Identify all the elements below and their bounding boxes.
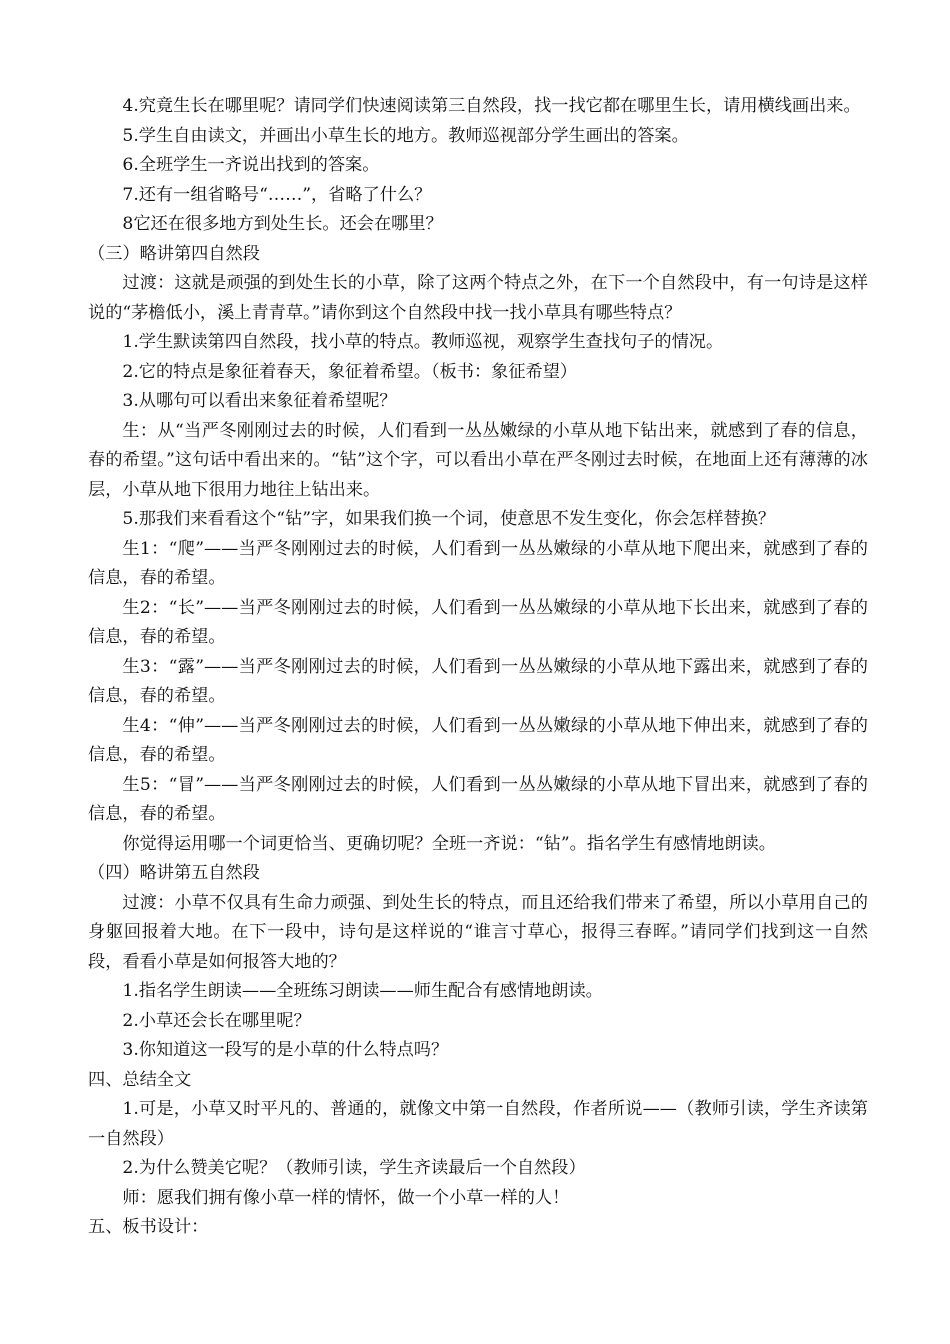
paragraph-s4-step3: 3.你知道这一段写的是小草的什么特点吗？ xyxy=(122,1040,449,1060)
section-heading-board-design: 五、板书设计： xyxy=(88,1217,209,1237)
paragraph-student-5: 生5：“冒”——当严冬刚刚过去的时候，人们看到一丛丛嫩绿的小草从地下冒出来，就感到了春的信息，春的希望。 xyxy=(88,774,868,824)
paragraph-step8: 8它还在很多地方到处生长。还会在哪里？ xyxy=(122,214,443,234)
section-heading-4: （四）略讲第五自然段 xyxy=(88,863,260,883)
paragraph-transition-4: 过渡：小草不仅具有生命力顽强、到处生长的特点，而且还给我们带来了希望，所以小草用自己的身躯回报着大地。在下一段中，诗句是这样说的“谁言寸草心，报得三春晖。”请同学们找到这一自然段，看看小草是如何报答大地的？ xyxy=(88,892,868,972)
paragraph-summary-2: 2.为什么赞美它呢？（教师引读，学生齐读最后一个自然段） xyxy=(122,1158,586,1178)
paragraph-s3-step2: 2.它的特点是象征着春天，象征着希望。（板书：象征希望） xyxy=(122,361,578,382)
paragraph-teacher-closing: 师：愿我们拥有像小草一样的情怀，做一个小草一样的人！ xyxy=(122,1187,570,1208)
paragraph-s3-step5: 5.那我们来看看这个“钻”字，如果我们换一个词，使意思不发生变化，你会怎样替换？ xyxy=(122,509,776,529)
paragraph-step5: 5.学生自由读文，并画出小草生长的地方。教师巡视部分学生画出的答案。 xyxy=(122,125,689,146)
paragraph-s3-step1: 1.学生默读第四自然段，找小草的特点。教师巡视，观察学生查找句子的情况。 xyxy=(122,332,724,352)
document-page xyxy=(88,92,868,1243)
paragraph-student-1: 生1：“爬”——当严冬刚刚过去的时候，人们看到一丛丛嫩绿的小草从地下爬出来，就感到了春的信息，春的希望。 xyxy=(88,538,868,588)
section-heading-summary: 四、总结全文 xyxy=(88,1069,192,1090)
paragraph-student-4: 生4：“伸”——当严冬刚刚过去的时候，人们看到一丛丛嫩绿的小草从地下伸出来，就感到了春的信息，春的希望。 xyxy=(88,715,868,765)
section-heading-3: （三）略讲第四自然段 xyxy=(88,243,260,264)
paragraph-s3-step3: 3.从哪句可以看出来象征着希望呢？ xyxy=(122,391,397,411)
paragraph-transition-3: 过渡：这就是顽强的到处生长的小草，除了这两个特点之外，在下一个自然段中，有一句诗是这样说的“茅檐低小，溪上青青草。”请你到这个自然段中找一找小草具有哪些特点？ xyxy=(88,273,868,323)
paragraph-student-answer: 生：从“当严冬刚刚过去的时候，人们看到一丛丛嫩绿的小草从地下钻出来，就感到了春的信息，春的希望。”这句话中看出来的。“钻”这个字，可以看出小草在严冬刚过去时候，在地面上还有薄薄的冰层，小草从地下很用力地往上钻出来。 xyxy=(88,420,868,500)
paragraph-student-2: 生2：“长”——当严冬刚刚过去的时候，人们看到一丛丛嫩绿的小草从地下长出来，就感到了春的信息，春的希望。 xyxy=(88,597,868,647)
paragraph-student-3: 生3：“露”——当严冬刚刚过去的时候，人们看到一丛丛嫩绿的小草从地下露出来，就感到了春的信息，春的希望。 xyxy=(88,656,868,706)
paragraph-q4: 4.究竟生长在哪里呢？请同学们快速阅读第三自然段，找一找它都在哪里生长，请用横线画出来。 xyxy=(122,96,861,116)
paragraph-s4-step1: 1.指名学生朗读——全班练习朗读——师生配合有感情地朗读。 xyxy=(122,981,603,1001)
paragraph-step7: 7.还有一组省略号“……”，省略了什么？ xyxy=(122,184,432,205)
paragraph-summary-1: 1.可是，小草又时平凡的、普通的，就像文中第一自然段，作者所说——（教师引读，学生齐读第一自然段） xyxy=(88,1099,868,1149)
paragraph-step6: 6.全班学生一齐说出找到的答案。 xyxy=(122,155,380,175)
paragraph-s4-step2: 2.小草还会长在哪里呢？ xyxy=(122,1010,311,1031)
paragraph-class-answer: 你觉得运用哪一个词更恰当、更确切呢？全班一齐说：“钻”。指名学生有感情地朗读。 xyxy=(122,833,776,854)
